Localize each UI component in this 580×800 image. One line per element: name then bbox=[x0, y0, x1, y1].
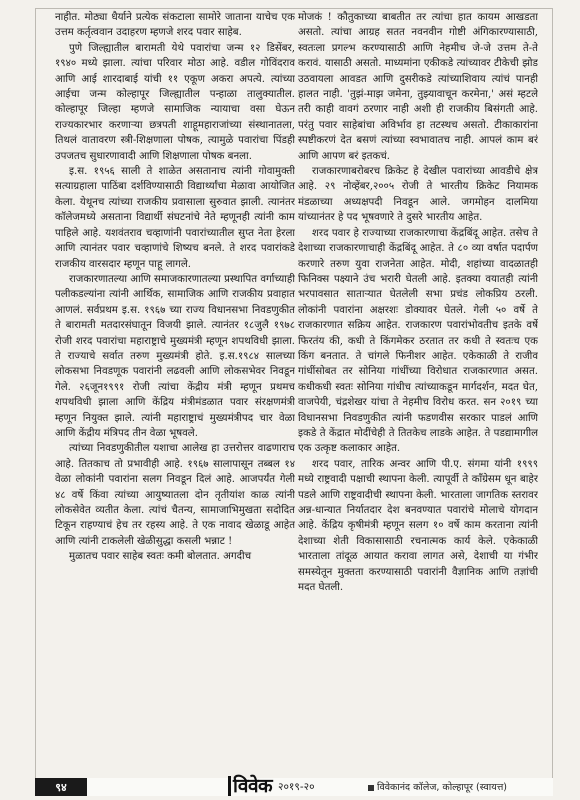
page-number: ९४ bbox=[35, 778, 87, 796]
paragraph: शरद पवार, तारिक अन्वर आणि पी.ए. संगमा यांनी १९९९ मध्ये राष्ट्रवादी पक्षाची स्थापना केली. त्यापूर्वी ते काँग्रेसम धून बाहेर पडले आणि राष्ट्रवादीची स्थापना केली. भारताला जागतिक स्तरावर अन्न-धान्यात निर्यातदार देश बनवण्यात पवारांचे मोलाचे योगदान आहे. केंद्रिय कृषीमंत्री म्हणून सलग १० वर्षे काम करताना त्यांनी देशाच्या शेती विकासासाठी रचनात्मक कार्य केले. एकेकाळी भारताला तांदूळ आयात करावा लागत असे, देशाची या गंभीर समस्येतून मुक्तता करण्यासाठी पवारांनी वैज्ञानिक आणि तज्ञांची मदत घेतली. bbox=[298, 458, 538, 594]
paragraph: राजकारणातल्या आणि समाजकारणातल्या प्रस्थापित वर्गाच्याही पलीकडल्यांना त्यांनी आर्थिक, सामाजिक आणि राजकीय प्रवाहात आणलं. सर्वप्रथम इ.स. १९६७ च्या राज्य विधानसभा निवडणुकीत ते बारामती मतदारसंघातून विजयी झाले. त्यानंतर १८जुलै १९७८ रोजी शरद पवारांचा महाराष्ट्राचे मुख्यमंत्री म्हणून शपथविधी झाला. ते राज्याचे सर्वात तरुण मुख्यमंत्री होते. इ.स.१९८४ सालच्या लोकसभा निवडणूक पवारांनी लढवली आणि लोकसभेवर निवडून गेले. २६जून१९९१ रोजी त्यांचा केंद्रीय मंत्री म्हणून प्रथमच शपथविधी झाला आणि केंद्रिय मंत्रीमंडळात पवार संरक्षणमंत्री म्हणून नियुक्त झाले. त्यांनी महाराष्ट्राचं मुख्यमंत्रीपद चार वेळा आणि केंद्रीय मंत्रिपद तीन वेळा भूषवले. bbox=[55, 273, 295, 439]
paragraph: पुणे जिल्ह्यातील बारामती येथे पवारांचा जन्म १२ डिसेंबर, १९४० मध्ये झाला. त्यांचा परिवार मोठा आहे. वडील गोविंदराव आणि आई शारदाबाई यांची ११ एकूण अकरा अपत्ये. त्यांच्या आईचा जन्म कोल्हापूर जिल्ह्यातील पन्हाळा तालुक्यातील. कोल्हापूर जिल्हा म्हणजे सामाजिक न्यायाचा वसा घेऊन राज्यकारभार करणाऱ्या छत्रपती शाहूमहाराजांच्या संस्थानातला, तिथलं वातावरण स्त्री-शिक्षणाला पोषक, त्यामुळे पवारांचा पिंडही उपजतच सुधारणावादी आणि शिक्षणाला पोषक बनला. bbox=[55, 42, 295, 162]
footer-year: २०१९-२० bbox=[278, 781, 315, 793]
left-column bbox=[55, 10, 295, 730]
paragraph: राजकारणाबरोबरच क्रिकेट हे देखील पवारांच्या आवडीचे क्षेत्र आहे. २९ नोव्हेंबर,२००५ रोजी ते भारतीय क्रिकेट नियामक मंडळाच्या अध्यक्षपदी निवडून आले. जगमोहन दालमिया यांच्यानंतर हे पद भूषवणारे ते दुसरे भारतीय आहेत. bbox=[298, 166, 538, 224]
college-name: विवेकानंद कॉलेज, कोल्हापूर (स्वायत्त) bbox=[377, 782, 507, 793]
brand-logo: विवेक bbox=[233, 775, 273, 797]
brand-divider bbox=[228, 776, 231, 796]
paragraph: मोजकं ! कौतुकाच्या बाबतीत तर त्यांचा हात कायम आखडता असतो. त्यांचा आग्रह सतत नवनवीन गोष्टी अंगिकारण्यासाठी, स्वतःला प्रगल्भ करण्यासाठी आणि नेहमीच जे-जे उत्तम ते-ते करावं. यासाठी असतो. माध्यमांना एकीकडे त्यांच्यावर टीकेची झोड उठवायला आवडत आणि दुसरीकडे त्यांच्याशिवाय त्यांचं पानही हालत नाही. 'तुझं-माझ जमेना, तुझ्यावाचून करमेना,' असं म्हटले तरी काही वावगं ठरणार नाही अशी ही राजकीय बिसंगती आहे. परंतु पवार साहेबांचा अविर्भाव हा तटस्थच असतो. टीकाकारांना स्पष्टीकरणं देत बसणं त्यांच्या स्वभावातच नाही. आपलं काम बरं आणि आपण बरं इतकचं. bbox=[298, 12, 538, 162]
paragraph: नाहीत. मोठ्या धैर्याने प्रत्येक संकटाला सामोरे जाताना याचेच एक उत्तम कर्तृत्ववान उदाहरण म्हणजे शरद पवार साहेब. bbox=[55, 12, 295, 39]
paragraph: त्यांच्या निवडणुकीतील यशाचा आलेख हा उत्तरोत्तर वाढणाराच आहे. तितकाच तो प्रभावीही आहे. १९६७ सालापासून तब्बल १४ वेळा लोकांनी पवारांना सलग निवडून दिलं आहे. आजपर्यंत गेली ४८ वर्षे किंवा त्यांच्या आयुष्यातला दोन तृतीयांश काळ त्यांनी लोकसेवेत व्यतीत केला. त्यांचं चैतन्य, सामाजाभिमुखता सदोदित टिकून राहण्याचं हेच तर रहस्य आहे. ते एक नावाद खेळाडू आहेत आणि त्यांनी टाकलेली खेळीसुद्धा कसली भन्नाट ! bbox=[55, 443, 295, 547]
right-column bbox=[298, 10, 538, 730]
square-bullet-icon bbox=[368, 785, 374, 791]
paragraph: मुळातच पवार साहेब स्वतः कमी बोलतात. अगदीच bbox=[69, 551, 252, 563]
footer-college bbox=[368, 780, 507, 793]
paragraph: इ.स. १९५६ साली ते शाळेत असतानाच त्यांनी गोवामुक्ती सत्याग्रहाला पाठिंबा दर्शविण्यासाठी विद्यार्थ्यांचा मेळावा आयोजित केला. येथूनच त्यांच्या राजकीय प्रवासाला सुरुवात झाली. त्यानंतर कॉलेजमध्ये असताना विद्यार्थी संघटनांचे नेते म्हणूनही त्यांनी काम पाहिले आहे. यशवंतराव चव्हाणांनी पवारांच्यातील सुप्त नेता हेरला आणि त्यानंतर पवार चव्हाणांचे शिष्यच बनले. ते शरद पवारांकडे राजकीय वारसदार म्हणून पाहू लागले. bbox=[55, 166, 295, 270]
paragraph: शरद पवार हे राज्याच्या राजकारणाचा केंद्रबिंदू आहेत. तसेच ते देशाच्या राजकारणाचाही केंद्रबिंदू आहेत. ते ८० व्या वर्षात पदार्पण करणारे तरुण युवा राजनेता आहेत. मोदी, शहांच्या वादळातही फिनिक्स पक्ष्याने उंच भरारी घेतली आहे. इतक्या वयातही त्यांनी भरपावसात सातार्‍यात घेतलेली सभा प्रचंड लोकप्रिय ठरली. लोकांनी पवारांना अक्षरशः डोक्यावर घेतले. गेली ५० वर्षे ते राजकारणात सक्रिय आहेत. राजकारण पवारांभोवतीच इतके वर्षे फिरतंय की, कधी ते किंगमेकर ठरतात तर कधी ते स्वतःच एक किंग बनतात. ते चांगले फिनीशर आहेत. एकेकाळी ते राजीव गांधींसोबत तर सोनिया गांधींच्या विरोधात राजकारणात असत. कधीकधी स्वतः सोनिया गांधीच त्यांच्याकडून मार्गदर्शन, मदत घेत, वाजपेयी, चंद्रशेखर यांचा ते नेहमीच विरोध करत. सन २०१९ च्या विधानसभा निवडणुकीत त्यांनी फडणवीस सरकार पाडलं आणि इकडे ते केंद्रात मोदींचेही ते तितकेच लाडके आहेत. ते पडद्यामागील एक उत्कृष्ट कलाकार आहेत. bbox=[298, 227, 538, 455]
